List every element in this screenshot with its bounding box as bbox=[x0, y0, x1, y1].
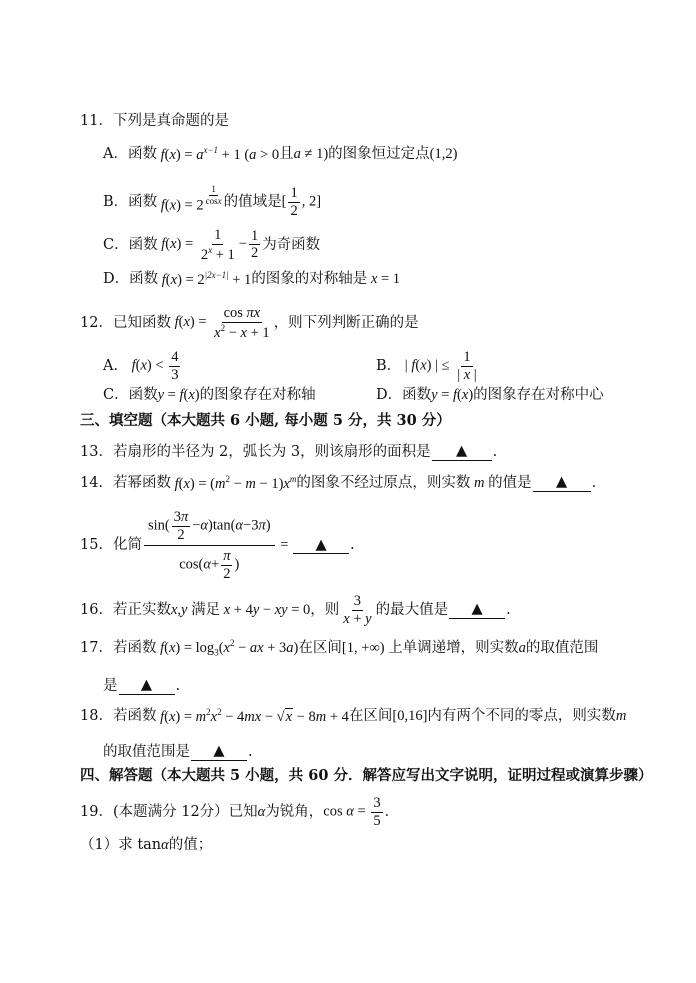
q16-answer-blank[interactable] bbox=[449, 601, 505, 619]
q11-b-t1: 函数 bbox=[128, 193, 158, 210]
q11-b-formula: f(x) = 2 $^{\frac{1}{\cos x}}$ bbox=[157, 184, 222, 214]
section-4-title: 四、解答题（本大题共 5 小题，共 60 分．解答应写出文字说明，证明过程或演算步骤） bbox=[80, 767, 653, 784]
q16 bbox=[80, 594, 511, 626]
q13-text: 若扇形的半径为 2，弧长为 3，则该扇形的面积是 bbox=[112, 443, 431, 460]
q19-t1: (本题满分 12分）已知 bbox=[112, 803, 258, 820]
q11-b-t2: 的值域是 bbox=[223, 193, 282, 210]
q12-b-label: B． bbox=[376, 357, 402, 374]
q11-c-label: C． bbox=[103, 236, 129, 253]
q14-answer-blank[interactable] bbox=[533, 474, 591, 492]
q18-t2: 在区间 bbox=[348, 707, 393, 724]
q15-number: 15． bbox=[80, 537, 113, 554]
q14-end: . bbox=[591, 474, 597, 491]
q12-c-formula: y = f(x) bbox=[157, 387, 200, 403]
q16-t3: ，则 bbox=[310, 601, 340, 618]
q11-stem-text: 下列是真命题的是 bbox=[112, 113, 229, 129]
q16-t2: 满足 bbox=[191, 601, 221, 618]
blank-triangle-icon: ▲ bbox=[140, 677, 153, 693]
q17-answer-blank[interactable] bbox=[119, 677, 175, 695]
q12-c-label: C． bbox=[103, 387, 129, 403]
blank-triangle-icon: ▲ bbox=[213, 743, 225, 759]
q17-t4: 的取值范围 bbox=[525, 640, 599, 657]
q18-line-1 bbox=[80, 708, 626, 724]
q19-number: 19． bbox=[80, 803, 113, 820]
q12-c-t2: 的图象存在对称轴 bbox=[199, 387, 316, 403]
q16-end: . bbox=[506, 601, 511, 618]
blank-triangle-icon: ▲ bbox=[456, 443, 468, 459]
q12-stem bbox=[80, 306, 419, 340]
q19-stem bbox=[80, 796, 399, 828]
q16-eq: x + 4y − xy = 0 bbox=[220, 601, 311, 618]
q12-a-label: A． bbox=[103, 357, 128, 374]
q15-answer-blank[interactable] bbox=[293, 537, 349, 555]
q12-d-t1: 函数 bbox=[402, 387, 432, 403]
q18-t3: 内有两个不同的零点，则实数 bbox=[427, 707, 616, 724]
q11-c-t1: 函数 bbox=[128, 236, 158, 253]
q19-part1-text: （1）求 tan bbox=[80, 837, 162, 853]
q16-t4: 的最大值是 bbox=[375, 601, 449, 618]
q12-c-t1: 函数 bbox=[128, 387, 158, 403]
q12-stem-post: ，则下列判断正确的是 bbox=[273, 314, 419, 331]
q11-d-axis: x = 1 bbox=[367, 270, 401, 287]
q11-option-b bbox=[103, 186, 321, 218]
q18-end: . bbox=[248, 743, 253, 760]
q16-t1: 若正实数 bbox=[112, 601, 171, 618]
q11-option-a bbox=[103, 146, 457, 162]
q14-t1: 若幂函数 bbox=[112, 474, 171, 491]
q11-d-t1: 函数 bbox=[129, 270, 159, 287]
q13 bbox=[80, 443, 497, 461]
q18-t1: 若函数 bbox=[112, 707, 157, 724]
q18-formula: $f(x) = m^2x^2 - 4mx - √x - 8m + 4$ bbox=[156, 707, 349, 725]
q11-b-range: [ $\frac{1}{2}$ , 2] bbox=[281, 185, 322, 219]
q17-line-2 bbox=[103, 677, 180, 695]
q11-b-label: B． bbox=[103, 193, 129, 210]
q17-interval: [1, +∞) bbox=[341, 640, 385, 657]
q14-t3: 的值是 bbox=[488, 474, 532, 491]
q14-number: 14． bbox=[80, 474, 113, 491]
q12-d-t2: 的图象存在对称中心 bbox=[473, 387, 604, 403]
q12-option-a bbox=[103, 350, 182, 382]
q17-line2-text: 是 bbox=[103, 677, 118, 694]
q13-end: . bbox=[492, 443, 498, 460]
q11-number: 11． bbox=[80, 113, 113, 129]
q17-number: 17． bbox=[80, 640, 113, 657]
q15-t1: 化简 bbox=[112, 537, 142, 554]
q17-line-1 bbox=[80, 639, 598, 658]
q11-option-c bbox=[103, 228, 320, 262]
q11-d-t2: 的图象的对称轴是 bbox=[251, 270, 368, 287]
q17-t1: 若函数 bbox=[112, 640, 157, 657]
q19-alpha: α bbox=[257, 803, 266, 820]
q12-d-label: D． bbox=[376, 387, 403, 403]
q11-a-and: 且 bbox=[279, 145, 294, 162]
q19-part1-alpha: α bbox=[161, 837, 169, 853]
q18-number: 18． bbox=[80, 707, 113, 724]
q12-stem-pre: 已知函数 bbox=[112, 314, 171, 331]
blank-triangle-icon: ▲ bbox=[556, 474, 568, 490]
q11-d-formula: $f(x) = 2^{|2x-1|} + 1$ bbox=[158, 270, 252, 288]
q18-answer-blank[interactable] bbox=[191, 743, 247, 761]
section-3-title: 三、填空题（本大题共 6 小题, 每小题 5 分，共 30 分） bbox=[80, 412, 451, 429]
q11-a-point: (1,2) bbox=[429, 145, 458, 162]
q13-answer-blank[interactable] bbox=[432, 443, 492, 461]
q12-option-c bbox=[103, 388, 316, 403]
q11-a-cond: a ≠ 1) bbox=[293, 145, 329, 162]
q12-d-formula: y = f(x) bbox=[431, 387, 474, 403]
q16-number: 16． bbox=[80, 601, 113, 618]
q14-t2: 的图象不经过原点，则实数 bbox=[296, 474, 471, 491]
q14-formula: $f(x) = (m^2 - m - 1)x^m$ bbox=[170, 473, 297, 492]
q19-cos: cos α = $\frac{3}{5}$ bbox=[323, 795, 381, 829]
q15: 15． 化简 sin( $\frac{3\pi}{2}$ −α)tan(α−3π) cos(α+ $\frac{\pi}{2}$ ) = ▲ . bbox=[80, 509, 355, 582]
q11-a-formula: $f(x) = a^{x-1} + 1$ (a > 0 bbox=[156, 145, 280, 163]
q15-end: . bbox=[350, 537, 355, 554]
blank-triangle-icon: ▲ bbox=[471, 601, 483, 618]
blank-triangle-icon: ▲ bbox=[315, 536, 327, 553]
q18-var: m bbox=[615, 707, 627, 724]
q11-option-d bbox=[103, 271, 400, 287]
q16-vars: x,y bbox=[170, 601, 192, 618]
q11-d-label: D． bbox=[103, 270, 130, 287]
q12-a-formula: f(x) < $\frac{4}{3}$ bbox=[127, 349, 179, 383]
q19-part-1 bbox=[80, 838, 212, 853]
q17-formula: $f(x) = \log_3(x^2$ − ax + 3a) bbox=[156, 638, 299, 658]
q11-c-formula: f(x) = $\frac{1}{2^x + 1}$ − $\frac{1}{2}$ bbox=[157, 227, 259, 263]
q19-part1-end: 的值； bbox=[168, 837, 213, 853]
q17-var: a bbox=[518, 640, 526, 657]
q16-frac: $\frac{3}{x + y}$ bbox=[343, 593, 372, 627]
q17-t2: 在区间 bbox=[298, 640, 342, 657]
q11-a-label: A． bbox=[103, 145, 128, 162]
q11-a-t2: 的图象恒过定点 bbox=[328, 145, 430, 162]
q18-interval: [0,16] bbox=[392, 707, 428, 724]
q17-t3: 上单调递增，则实数 bbox=[388, 640, 519, 657]
q18-line-2 bbox=[103, 743, 253, 761]
q15-fraction: sin( $\frac{3\pi}{2}$ −α)tan(α−3π) cos(α+ $\frac{\pi}{2}$ ) bbox=[144, 510, 275, 581]
q18-line2-text: 的取值范围是 bbox=[103, 743, 190, 760]
q11-stem bbox=[80, 114, 229, 129]
q12-number: 12． bbox=[80, 314, 113, 331]
q12-option-b bbox=[376, 350, 481, 382]
q17-end: . bbox=[175, 677, 181, 694]
q13-number: 13． bbox=[80, 443, 113, 460]
q19-end: ． bbox=[384, 803, 400, 820]
q11-a-t1: 函数 bbox=[127, 145, 157, 162]
q12-formula: f(x) = $\frac{\text{cos πx}}{x^2 - x + 1}$ bbox=[170, 305, 270, 341]
q12-option-d bbox=[376, 388, 604, 403]
q14 bbox=[80, 474, 596, 492]
q11-c-t2: 为奇函数 bbox=[262, 236, 321, 253]
q14-var: m bbox=[470, 474, 489, 491]
q19-t2: 为锐角， bbox=[265, 803, 324, 820]
q12-b-formula: | f(x) | ≤ $\frac{1}{| x |}$ bbox=[404, 349, 477, 383]
